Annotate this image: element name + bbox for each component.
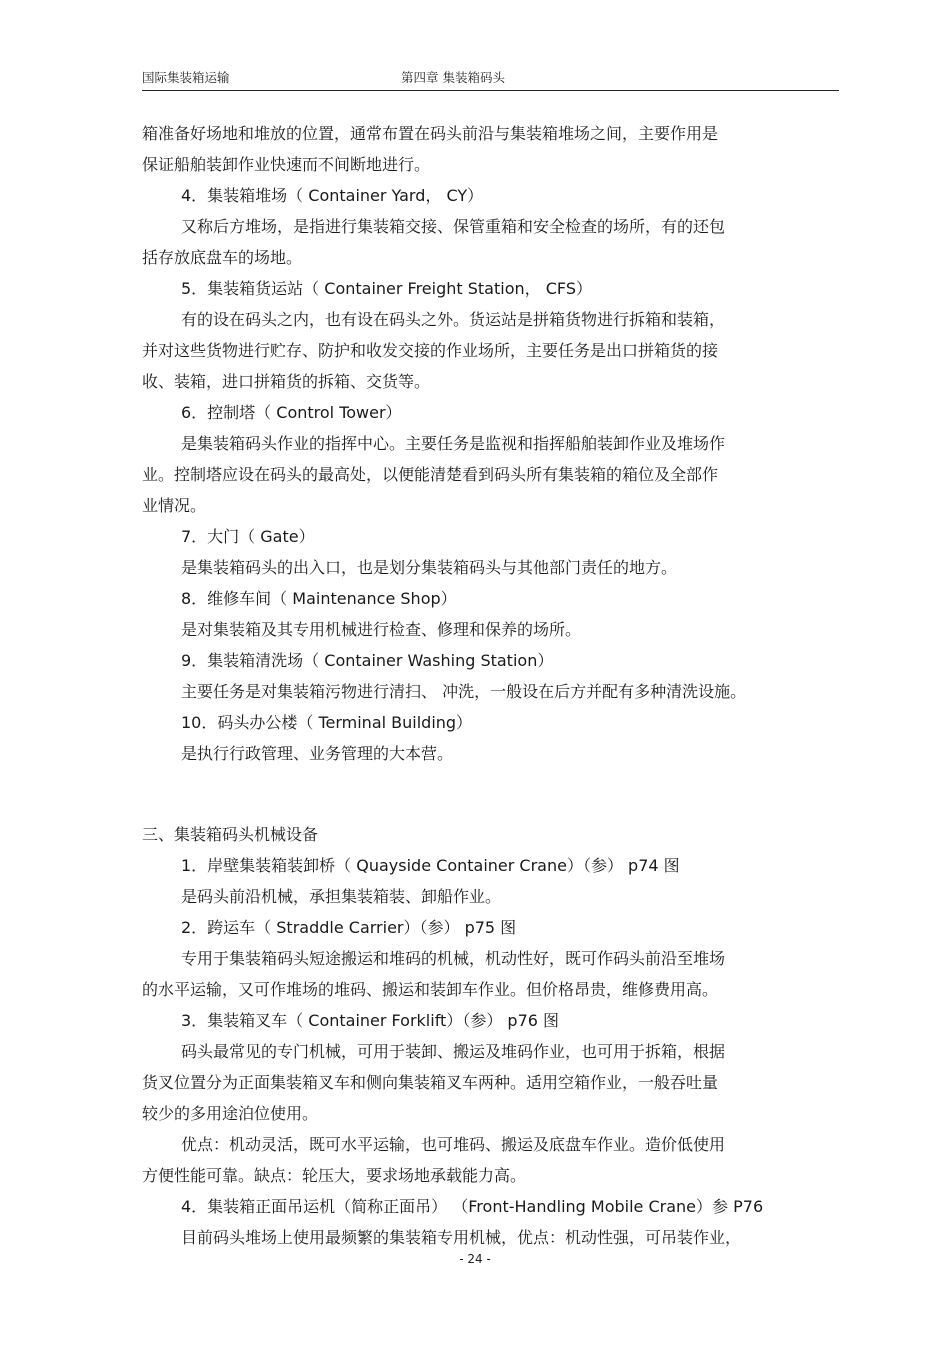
text-line: 收、装箱，进口拼箱货的拆箱、交货等。 (142, 372, 431, 391)
text-line: 方便性能可靠。缺点：轮压大，要求场地承载能力高。 (142, 1166, 527, 1185)
header-chapter-title: 第四章 集装箱码头 (401, 70, 505, 85)
text-line: 有的设在码头之内，也有设在码头之外。货运站是拼箱货物进行拆箱和装箱， (181, 310, 726, 329)
text-line: 是码头前沿机械，承担集装箱装、卸船作业。 (181, 887, 502, 906)
text-line: 箱准备好场地和堆放的位置，通常布置在码头前沿与集装箱堆场之间，主要作用是 (142, 124, 719, 143)
text-line: 的水平运输，又可作堆场的堆码、搬运和装卸车作业。但价格昂贵，维修费用高。 (142, 980, 719, 999)
header-book-title: 国际集装箱运输 (142, 70, 230, 85)
text-line: 码头最常见的专门机械，可用于装卸、搬运及堆码作业，也可用于拆箱，根据 (181, 1042, 726, 1061)
text-line: 又称后方堆场，是指进行集装箱交接、保管重箱和安全检查的场所，有的还包 (181, 217, 726, 236)
page-header (142, 66, 839, 91)
text-line: 是集装箱码头的出入口，也是划分集装箱码头与其他部门责任的地方。 (181, 558, 678, 577)
text-line: 专用于集装箱码头短途搬运和堆码的机械，机动性好，既可作码头前沿至堆场 (181, 949, 726, 968)
text-line: 4．集装箱堆场（ Container Yard， CY） (181, 186, 484, 205)
text-line: 优点：机动灵活，既可水平运输，也可堆码、搬运及底盘车作业。造价低使用 (181, 1135, 726, 1154)
text-line: 三、集装箱码头机械设备 (142, 825, 319, 844)
text-line: 2．跨运车（ Straddle Carrier）（参） p75 图 (181, 918, 517, 937)
text-line: 业。控制塔应设在码头的最高处，以便能清楚看到码头所有集装箱的箱位及全部作 (142, 465, 719, 484)
text-line: 10．码头办公楼（ Terminal Building） (181, 713, 473, 732)
text-line: 7．大门（ Gate） (181, 527, 315, 546)
text-line: 较少的多用途泊位使用。 (142, 1104, 319, 1123)
text-line: 4．集装箱正面吊运机（简称正面吊） （Front-Handling Mobile Crane）参 P76 (181, 1197, 764, 1216)
text-line: 5．集装箱货运站（ Container Freight Station， CFS） (181, 279, 592, 298)
text-line: 括存放底盘车的场地。 (142, 248, 303, 267)
text-line: 1．岸壁集装箱装卸桥（ Quayside Container Crane）（参） p74 图 (181, 856, 680, 875)
text-line: 是集装箱码头作业的指挥中心。主要任务是监视和指挥船舶装卸作业及堆场作 (181, 434, 726, 453)
paragraph-gap (142, 785, 832, 803)
text-line: 是执行行政管理、业务管理的大本营。 (181, 744, 454, 763)
text-line: 6．控制塔（ Control Tower） (181, 403, 402, 422)
text-line: 保证船舶装卸作业快速而不间断地进行。 (142, 155, 431, 174)
text-line: 主要任务是对集装箱污物进行清扫、 冲洗，一般设在后方并配有多种清洗设施。 (181, 682, 747, 701)
text-line: 是对集装箱及其专用机械进行检查、修理和保养的场所。 (181, 620, 582, 639)
text-line: 货叉位置分为正面集装箱叉车和侧向集装箱叉车两种。适用空箱作业，一般吞吐量 (142, 1073, 719, 1092)
text-line: 目前码头堆场上使用最频繁的集装箱专用机械，优点：机动性强，可吊装作业， (181, 1228, 742, 1247)
text-line: 8．维修车间（ Maintenance Shop） (181, 589, 457, 608)
text-line: 业情况。 (142, 496, 207, 515)
text-line: 并对这些货物进行贮存、防护和收发交接的作业场所，主要任务是出口拼箱货的接 (142, 341, 719, 360)
page-number: - 24 - (459, 1252, 491, 1266)
text-line: 9．集装箱清洗场（ Container Washing Station） (181, 651, 554, 670)
text-line: 3．集装箱叉车（ Container Forklift）（参） p76 图 (181, 1011, 560, 1030)
document-body (142, 118, 832, 1253)
